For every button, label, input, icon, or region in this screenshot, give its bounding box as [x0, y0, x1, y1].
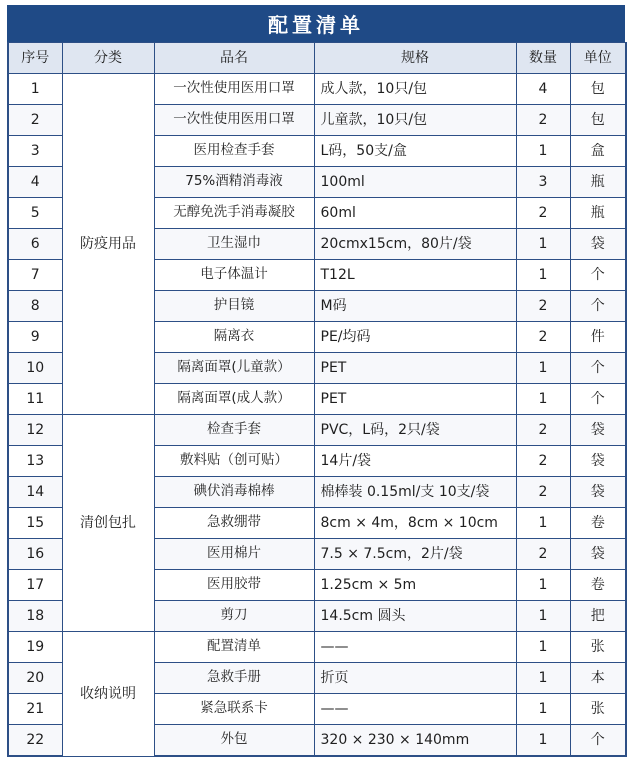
row-number: 18	[8, 601, 62, 632]
row-number: 19	[8, 632, 62, 663]
item-qty: 2	[516, 105, 570, 136]
item-spec: 14.5cm 圆头	[314, 601, 516, 632]
item-spec: 100ml	[314, 167, 516, 198]
item-qty: 1	[516, 663, 570, 694]
item-spec: M码	[314, 291, 516, 322]
item-spec: 1.25cm × 5m	[314, 570, 516, 601]
item-spec: 7.5 × 7.5cm，2片/袋	[314, 539, 516, 570]
item-unit: 袋	[570, 539, 626, 570]
item-qty: 3	[516, 167, 570, 198]
item-spec: ——	[314, 694, 516, 725]
row-number: 4	[8, 167, 62, 198]
item-unit: 张	[570, 694, 626, 725]
header-unit: 单位	[570, 43, 626, 74]
item-qty: 1	[516, 570, 570, 601]
item-unit: 卷	[570, 570, 626, 601]
table-row	[8, 415, 626, 446]
item-spec: PET	[314, 384, 516, 415]
item-name: 隔离面罩(成人款）	[154, 384, 314, 415]
row-number: 9	[8, 322, 62, 353]
item-qty: 2	[516, 322, 570, 353]
item-name: 检查手套	[154, 415, 314, 446]
item-qty: 1	[516, 353, 570, 384]
header-name: 品名	[154, 43, 314, 74]
item-unit: 个	[570, 291, 626, 322]
item-unit: 袋	[570, 229, 626, 260]
item-spec: T12L	[314, 260, 516, 291]
row-number: 2	[8, 105, 62, 136]
item-unit: 包	[570, 74, 626, 105]
item-unit: 个	[570, 260, 626, 291]
item-spec: 成人款，10只/包	[314, 74, 516, 105]
item-name: 剪刀	[154, 601, 314, 632]
item-name: 配置清单	[154, 632, 314, 663]
item-spec: 8cm × 4m，8cm × 10cm	[314, 508, 516, 539]
row-number: 16	[8, 539, 62, 570]
item-name: 卫生湿巾	[154, 229, 314, 260]
item-name: 急救绷带	[154, 508, 314, 539]
item-unit: 袋	[570, 446, 626, 477]
item-name: 医用检查手套	[154, 136, 314, 167]
item-name: 75%酒精消毒液	[154, 167, 314, 198]
item-unit: 本	[570, 663, 626, 694]
table-row	[8, 632, 626, 663]
item-name: 敷料贴（创可贴）	[154, 446, 314, 477]
item-name: 一次性使用医用口罩	[154, 105, 314, 136]
item-spec: L码，50支/盒	[314, 136, 516, 167]
row-number: 12	[8, 415, 62, 446]
row-number: 13	[8, 446, 62, 477]
row-number: 1	[8, 74, 62, 105]
item-spec: ——	[314, 632, 516, 663]
item-spec: PVC，L码，2只/袋	[314, 415, 516, 446]
item-unit: 个	[570, 353, 626, 384]
item-qty: 2	[516, 539, 570, 570]
category-cell: 收纳说明	[62, 632, 154, 757]
item-spec: 棉棒装 0.15ml/支 10支/袋	[314, 477, 516, 508]
row-number: 6	[8, 229, 62, 260]
item-name: 护目镜	[154, 291, 314, 322]
item-name: 医用棉片	[154, 539, 314, 570]
item-qty: 2	[516, 477, 570, 508]
row-number: 7	[8, 260, 62, 291]
item-qty: 1	[516, 229, 570, 260]
item-spec: 320 × 230 × 140mm	[314, 725, 516, 757]
item-qty: 1	[516, 508, 570, 539]
item-qty: 4	[516, 74, 570, 105]
item-name: 隔离衣	[154, 322, 314, 353]
category-cell: 防疫用品	[62, 74, 154, 415]
item-name: 碘伏消毒棉棒	[154, 477, 314, 508]
item-qty: 1	[516, 260, 570, 291]
item-spec: PET	[314, 353, 516, 384]
item-qty: 2	[516, 415, 570, 446]
item-name: 紧急联系卡	[154, 694, 314, 725]
item-unit: 袋	[570, 477, 626, 508]
item-unit: 张	[570, 632, 626, 663]
item-qty: 2	[516, 446, 570, 477]
item-unit: 袋	[570, 415, 626, 446]
row-number: 5	[8, 198, 62, 229]
item-spec: 折页	[314, 663, 516, 694]
item-unit: 个	[570, 384, 626, 415]
row-number: 14	[8, 477, 62, 508]
item-qty: 2	[516, 291, 570, 322]
table-body	[8, 74, 626, 757]
row-number: 10	[8, 353, 62, 384]
item-name: 医用胶带	[154, 570, 314, 601]
item-qty: 1	[516, 725, 570, 757]
row-number: 21	[8, 694, 62, 725]
item-name: 一次性使用医用口罩	[154, 74, 314, 105]
item-unit: 瓶	[570, 198, 626, 229]
row-number: 11	[8, 384, 62, 415]
item-unit: 卷	[570, 508, 626, 539]
row-number: 22	[8, 725, 62, 757]
page-title: 配置清单	[7, 5, 625, 42]
header-category: 分类	[62, 43, 154, 74]
item-qty: 1	[516, 136, 570, 167]
header-spec: 规格	[314, 43, 516, 74]
row-number: 15	[8, 508, 62, 539]
header-qty: 数量	[516, 43, 570, 74]
item-spec: 20cmx15cm，80片/袋	[314, 229, 516, 260]
item-unit: 盒	[570, 136, 626, 167]
item-name: 外包	[154, 725, 314, 757]
item-spec: 60ml	[314, 198, 516, 229]
item-qty: 1	[516, 384, 570, 415]
item-qty: 1	[516, 601, 570, 632]
row-number: 8	[8, 291, 62, 322]
table-row	[8, 74, 626, 105]
item-unit: 件	[570, 322, 626, 353]
item-name: 急救手册	[154, 663, 314, 694]
item-spec: 儿童款，10只/包	[314, 105, 516, 136]
header-no: 序号	[8, 43, 62, 74]
item-qty: 1	[516, 632, 570, 663]
row-number: 17	[8, 570, 62, 601]
row-number: 3	[8, 136, 62, 167]
item-qty: 1	[516, 694, 570, 725]
item-name: 电子体温计	[154, 260, 314, 291]
item-unit: 瓶	[570, 167, 626, 198]
row-number: 20	[8, 663, 62, 694]
table-header-row	[8, 43, 626, 74]
item-name: 无醇免洗手消毒凝胶	[154, 198, 314, 229]
config-table	[7, 42, 627, 757]
item-spec: PE/均码	[314, 322, 516, 353]
item-spec: 14片/袋	[314, 446, 516, 477]
item-qty: 2	[516, 198, 570, 229]
category-cell: 清创包扎	[62, 415, 154, 632]
item-unit: 包	[570, 105, 626, 136]
item-unit: 把	[570, 601, 626, 632]
item-name: 隔离面罩(儿童款）	[154, 353, 314, 384]
item-unit: 个	[570, 725, 626, 757]
